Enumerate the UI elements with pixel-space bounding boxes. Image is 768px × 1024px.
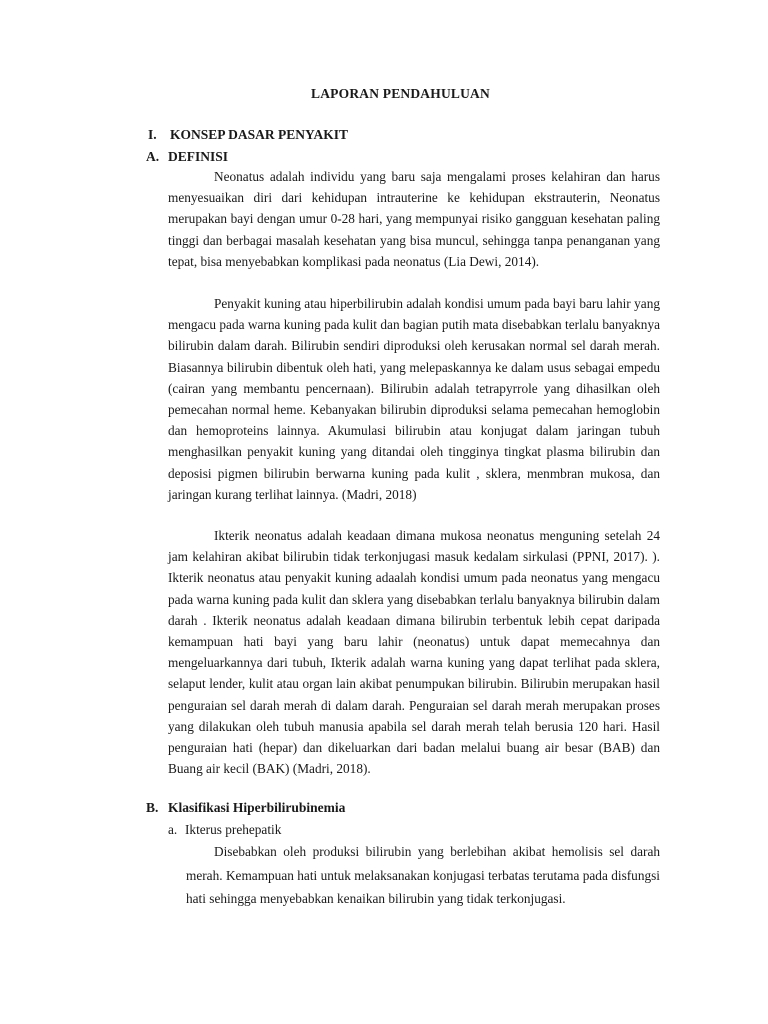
classification-item-a — [168, 822, 281, 838]
definition-paragraph-1: Neonatus adalah individu yang baru saja mengalami proses kelahiran dan harus menyesuaikan diri dari kehidupan intrauterine ke kehidupan ekstrauterin, Neonatus merupakan bayi dengan umur 0-28 hari, yang mempunyai risiko gangguan kesehatan paling tinggi dan berbagai masalah kesehatan yang bisa muncul, sehingga tanpa penanganan yang tepat, bisa menyebabkan komplikasi pada neonatus (Lia Dewi, 2014). — [168, 169, 660, 269]
definition-paragraph-2: Penyakit kuning atau hiperbilirubin adalah kondisi umum pada bayi baru lahir yang mengacu pada warna kuning pada kulit dan bagian putih mata disebabkan terlalu banyaknya bilirubin dalam darah. Bilirubin sendiri diproduksi oleh kerusakan normal sel darah merah. Biasannya bilirubin dibentuk oleh hati, yang melepaskannya ke dalam usus sebagai empedu (cairan yang membantu pencernaan). Bilirubin adalah tetrapyrrole yang dihasilkan oleh pemecahan normal heme. Kebanyakan bilirubin diproduksi selama pemecahan hemoglobin dan hemoproteins lainnya. Akumulasi bilirubin atau konjugat dalam jaringan tubuh menghasilkan penyakit kuning yang ditandai oleh tingginya tingkat plasma bilirubin dan deposisi pigmen bilirubin berwarna kuning pada kulit , sklera, menmbran mukosa, dan jaringan kurang terlihat lainnya. (Madri, 2018) — [168, 296, 660, 502]
classification-item-a-paragraph: Disebabkan oleh produksi bilirubin yang berlebihan akibat hemolisis sel darah merah. Kemampuan hati untuk melaksanakan konjugasi terbatas terutama pada disfungsi hati sehingga menyebabkan kenaikan bilirubin yang tidak terkonjugasi. — [186, 844, 660, 906]
section-a-title: DEFINISI — [168, 149, 229, 164]
section-b-title: Klasifikasi Hiperbilirubinemia — [168, 800, 346, 815]
document-title: LAPORAN PENDAHULUAN — [311, 86, 490, 101]
section-a-heading — [146, 149, 228, 165]
classification-item-a-label: Ikterus prehepatik — [185, 822, 282, 837]
section-1-number: I. — [148, 127, 157, 142]
section-b-heading — [146, 800, 345, 816]
section-a-number: A. — [146, 149, 160, 164]
section-1-heading — [148, 127, 348, 143]
section-b-number: B. — [146, 800, 159, 815]
classification-item-a-marker: a. — [168, 822, 178, 837]
definition-paragraph-3: Ikterik neonatus adalah keadaan dimana mukosa neonatus menguning setelah 24 jam kelahiran akibat bilirubin tidak terkonjugasi masuk kedalam sirkulasi (PPNI, 2017). ). Ikterik neonatus atau penyakit kuning adaalah kondisi umum pada neonatus yang mengacu pada warna kuning pada kulit dan sklera yang disebabkan terlalu banyaknya bilirubin dalam darah . Ikterik neonatus adalah keadaan dimana bilirubin terbentuk lebih cepat daripada kemampuan hati bayi yang baru lahir (neonatus) untuk dapat memecahnya dan mengeluarkannya dari tubuh, Ikterik adalah warna kuning yang dapat terlihat pada sklera, selaput lender, kulit atau organ lain akibat penumpukan bilirubin. Bilirubin merupakan hasil penguraian sel darah merah di dalam darah. Penguraian sel darah merah merupakan proses yang dilakukan oleh tubuh manusia apabila sel darah merah telah berusia 120 hari. Hasil penguraian hati (hepar) dan dikeluarkan dari badan melalui buang air besar (BAB) dan Buang air kecil (BAK) (Madri, 2018). — [168, 528, 660, 777]
section-1-title: KONSEP DASAR PENYAKIT — [170, 127, 349, 142]
